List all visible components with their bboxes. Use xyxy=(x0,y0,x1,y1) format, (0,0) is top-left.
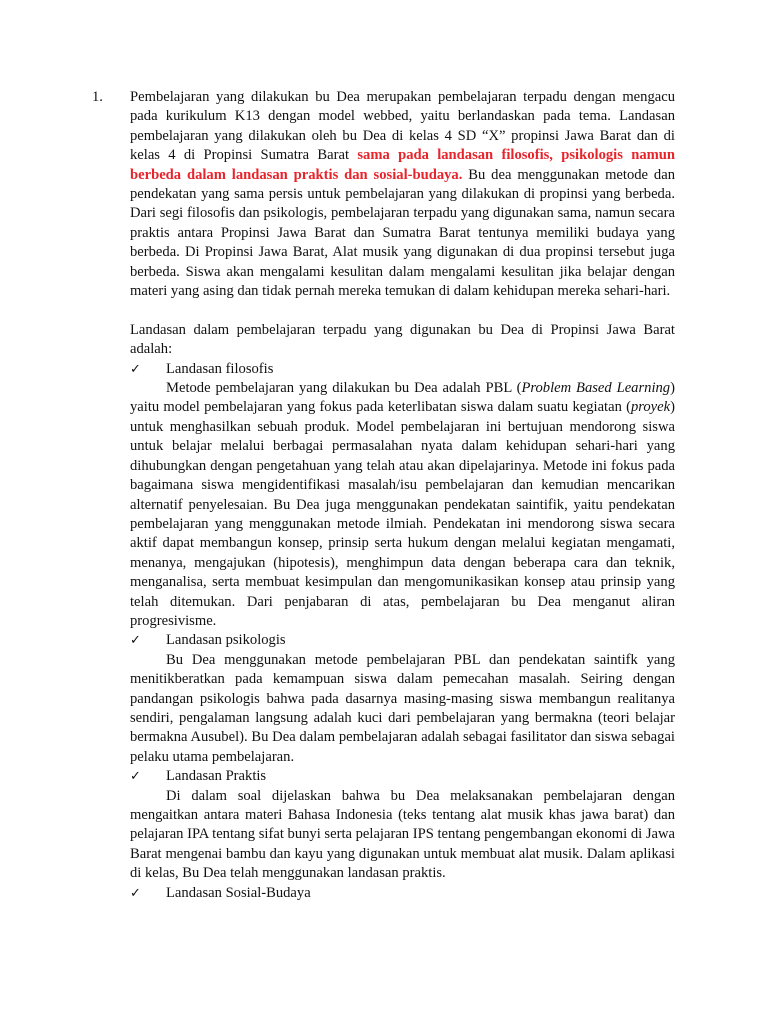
intro-paragraph xyxy=(130,88,675,301)
highlighted-text: sama pada landasan filosofis, psikologis namun berbeda dalam landasan praktis dan sosial-budaya. xyxy=(130,147,676,183)
section-body-praktis: Di dalam soal dijelaskan bahwa bu Dea melaksanakan pembelajaran dengan mengaitkan antara materi Bahasa Indonesia (teks tentang alat musik khas jawa barat) dan pelajaran IPA tentang sifat bunyi serta pelajaran IPS tentang pengembangan ekonomi di Jawa Barat mengenai bambu dan kayu yang digunakan untuk membuat alat musik. Dalam aplikasi di kelas, Bu Dea telah menggunakan landasan praktis. xyxy=(130,787,675,882)
section-italic-text: proyek xyxy=(630,399,671,416)
answer-content xyxy=(130,88,675,903)
list-number: 1. xyxy=(92,89,103,105)
paragraph-text: Pembelajaran yang dilakukan bu Dea merupakan pembelajaran terpadu dengan mengacu pada kurikulum K13 dengan model webbed, yaitu berlandaskan pada tema. Landasan pembelajaran yang dilakukan oleh bu Dea di kelas 4 SD “X” propinsi Jawa Barat dan di kelas 4 di Propinsi Sumatra Barat xyxy=(130,89,675,164)
section-text: ) untuk menghasilkan sebuah produk. Model pembelajaran ini bertujuan mendorong siswa untuk belajar melalui berbagai permasalahan nyata dalam kehidupan sehari-hari yang dihubungkan dengan pengetahuan yang telah atau akan dipelajarinya. Metode ini fokus pada bagaimana siswa mengidentifikasi masalah/isu pembelajaran dan kemudian mencarikan alternatif penyelesaian. Bu Dea juga menggunakan pendekatan saintifik, yaitu pendekatan pembelajaran yang menggunakan metode ilmiah. Pendekatan ini mendorong siswa secara aktif dapat membangun konsep, prinsip serta hukum dengan melalui kegiatan mengamati, menanya, mengajukan (hipotesis), menghimpun data dengan beberapa cara dan teknik, menganalisa, serta membuat kesimpulan dan mengomunikasikan konsep atau prinsip yang telah ditemukan. Dari penjabaran di atas, pembelajaran bu Dea menganut aliran progresivisme. xyxy=(130,399,675,629)
section-text: Metode pembelajaran yang dilakukan bu Dea adalah PBL ( xyxy=(166,380,522,397)
section-title: Landasan filosofis xyxy=(166,360,274,377)
checkmark-icon: ✓ xyxy=(130,885,141,901)
section-body-filosofis xyxy=(130,379,675,631)
checkmark-icon: ✓ xyxy=(130,361,141,377)
section-italic-text: Problem Based Learning xyxy=(521,380,671,397)
section-heading-praktis xyxy=(130,767,675,786)
checkmark-icon: ✓ xyxy=(130,769,141,785)
checkmark-icon: ✓ xyxy=(130,633,141,649)
paragraph-text-continued: Bu dea menggunakan metode dan pendekatan yang sama persis untuk pembelajaran yang dilakukan di propinsi yang berbeda. Dari segi filosofis dan psikologis, pembelajaran terpadu yang digunakan sama, namun secara praktis antara Propinsi Jawa Barat dan Sumatra Barat tentunya memiliki budaya yang berbeda. Di Propinsi Jawa Barat, Alat musik yang digunakan di dua propinsi tersebut juga berbeda. Siswa akan mengalami kesulitan dalam mengalami kesulitan jika belajar dengan materi yang asing dan tidak pernah mereka temukan di dalam kehidupan mereka sehari-hari. xyxy=(130,166,675,300)
section-heading-psikologis xyxy=(130,631,675,650)
section-title: Landasan psikologis xyxy=(166,632,286,649)
section-body-psikologis: Bu Dea menggunakan metode pembelajaran PBL dan pendekatan saintifk yang menitikberatkan pada kemampuan siswa dalam pemecahan masalah. Seiring dengan pandangan psikologis bahwa pada dasarnya masing-masing siswa membangun realitanya sendiri, pengalaman langsung adalah kuci dari pembelajaran yang bermakna (teori belajar bermakna Ausubel). Bu Dea dalam pembelajaran adalah sebagai fasilitator dan siswa sebagai pelaku utama pembelajaran. xyxy=(130,651,675,765)
section-title: Landasan Sosial-Budaya xyxy=(166,884,311,901)
landasan-intro: Landasan dalam pembelajaran terpadu yang digunakan bu Dea di Propinsi Jawa Barat adalah: xyxy=(130,321,675,358)
section-title: Landasan Praktis xyxy=(166,768,267,785)
section-heading-filosofis xyxy=(130,360,675,379)
section-heading-sosial-budaya xyxy=(130,884,675,903)
section-text: ) yaitu model pembelajaran yang fokus pada keterlibatan siswa dalam suatu kegiatan ( xyxy=(130,380,675,416)
